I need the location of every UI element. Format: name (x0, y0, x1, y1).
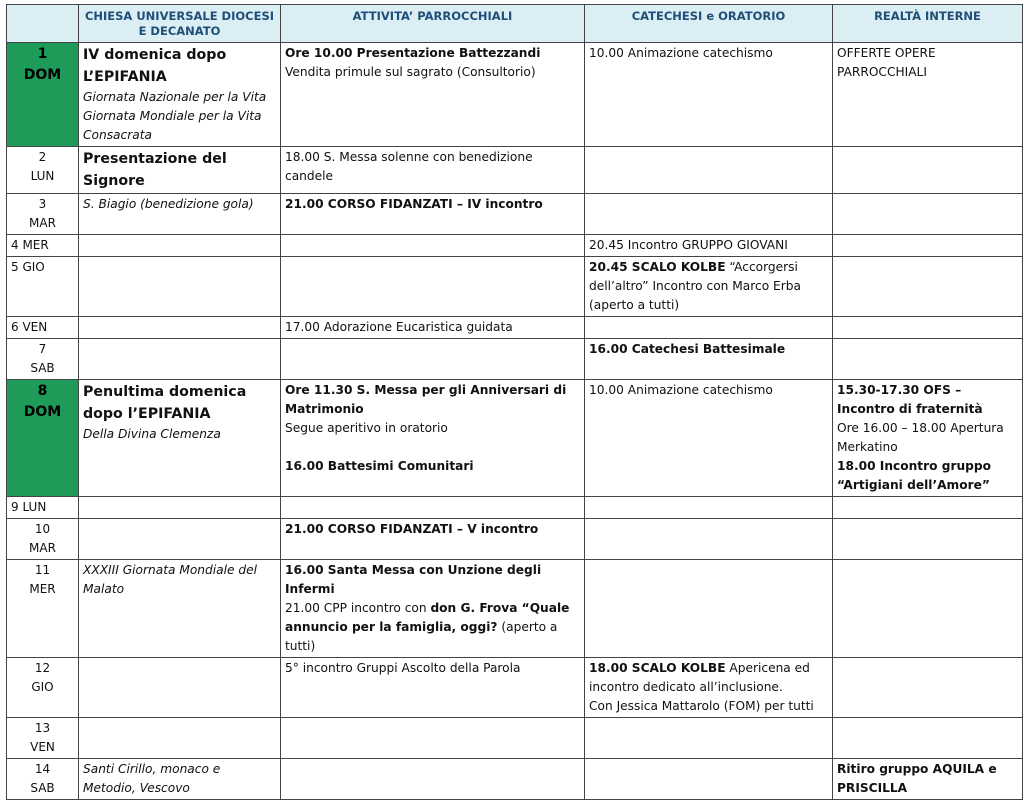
day-cell: 13 VEN (7, 718, 79, 759)
parish-cell: Ore 11.30 S. Messa per gli Anniversari di Matrimonio Segue aperitivo in oratorio 16.00 Battesimi Comunitari (281, 380, 585, 497)
catechesis-cell: 10.00 Animazione catechismo (585, 380, 833, 497)
catechesis-cell: 20.45 SCALO KOLBE “Accorgersi dell’altro” Incontro con Marco Erba (aperto a tutti) (585, 257, 833, 317)
internal-cell (833, 339, 1023, 380)
table-row (7, 658, 1023, 718)
church-cell (79, 339, 281, 380)
internal-cell (833, 317, 1023, 339)
internal-cell: OFFERTE OPERE PARROCCHIALI (833, 43, 1023, 147)
table-row (7, 147, 1023, 194)
day-cell: 3 MAR (7, 194, 79, 235)
day-cell: 8 DOM (7, 380, 79, 497)
table-row (7, 339, 1023, 380)
table-row (7, 380, 1023, 497)
feast-note: Santi Cirillo, monaco e Metodio, Vescovo (83, 762, 221, 795)
day-cell: 1 DOM (7, 43, 79, 147)
header-catechesis: CATECHESI e ORATORIO (585, 5, 833, 43)
parish-cell (281, 759, 585, 800)
parish-cell: 18.00 S. Messa solenne con benedizione candele (281, 147, 585, 194)
table-row (7, 257, 1023, 317)
header-day (7, 5, 79, 43)
internal-cell: Ritiro gruppo AQUILA e PRISCILLA (833, 759, 1023, 800)
header-parish: ATTIVITA’ PARROCCHIALI (281, 5, 585, 43)
catechesis-cell (585, 759, 833, 800)
church-cell (79, 759, 281, 800)
day-cell: 9 LUN (7, 497, 79, 519)
church-cell (79, 194, 281, 235)
catechesis-cell (585, 718, 833, 759)
table-row (7, 519, 1023, 560)
catechesis-cell (585, 519, 833, 560)
table-row (7, 317, 1023, 339)
parish-cell (281, 257, 585, 317)
table-row (7, 43, 1023, 147)
internal-cell (833, 235, 1023, 257)
day-cell: 11 MER (7, 560, 79, 658)
header-church: CHIESA UNIVERSALE DIOCESI E DECANATO (79, 5, 281, 43)
feast-note: Della Divina Clemenza (83, 427, 221, 441)
catechesis-cell: 16.00 Catechesi Battesimale (585, 339, 833, 380)
feast-title: IV domenica dopo L’EPIFANIA (83, 47, 227, 85)
table-row (7, 718, 1023, 759)
internal-cell: 15.30-17.30 OFS – Incontro di fraternità Ore 16.00 – 18.00 Apertura Merkatino 18.00 Incontro gruppo “Artigiani dell’Amore” (833, 380, 1023, 497)
parish-cell: 21.00 CORSO FIDANZATI – V incontro (281, 519, 585, 560)
feast-title: Penultima domenica dopo l’EPIFANIA (83, 384, 247, 422)
catechesis-cell: 18.00 SCALO KOLBE Apericena ed incontro dedicato all’inclusione. Con Jessica Mattarolo (FOM) per tutti (585, 658, 833, 718)
church-cell (79, 147, 281, 194)
day-cell: 12 GIO (7, 658, 79, 718)
internal-cell (833, 718, 1023, 759)
internal-cell (833, 658, 1023, 718)
catechesis-cell (585, 194, 833, 235)
catechesis-cell (585, 560, 833, 658)
church-cell (79, 257, 281, 317)
internal-cell (833, 147, 1023, 194)
catechesis-cell (585, 497, 833, 519)
church-cell (79, 658, 281, 718)
church-cell (79, 235, 281, 257)
table-row (7, 194, 1023, 235)
feast-note: Giornata Nazionale per la Vita Giornata Mondiale per la Vita Consacrata (83, 90, 267, 142)
day-cell: 4 MER (7, 235, 79, 257)
church-cell (79, 497, 281, 519)
church-cell (79, 560, 281, 658)
parish-cell: 21.00 CORSO FIDANZATI – IV incontro (281, 194, 585, 235)
table-row (7, 560, 1023, 658)
day-cell: 5 GIO (7, 257, 79, 317)
internal-cell (833, 194, 1023, 235)
feast-title: Presentazione del Signore (83, 151, 227, 189)
parish-cell: 5° incontro Gruppi Ascolto della Parola (281, 658, 585, 718)
church-cell (79, 718, 281, 759)
catechesis-cell: 10.00 Animazione catechismo (585, 43, 833, 147)
parish-cell: 16.00 Santa Messa con Unzione degli Infermi 21.00 CPP incontro con don G. Frova “Quale annuncio per la famiglia, oggi? (aperto a tutti) (281, 560, 585, 658)
catechesis-cell (585, 147, 833, 194)
church-cell (79, 317, 281, 339)
day-cell: 10 MAR (7, 519, 79, 560)
day-cell: 6 VEN (7, 317, 79, 339)
parish-cell (281, 339, 585, 380)
parish-cell (281, 497, 585, 519)
day-cell: 7 SAB (7, 339, 79, 380)
feast-note: XXXIII Giornata Mondiale del Malato (83, 563, 257, 596)
parish-calendar-table (6, 4, 1023, 800)
church-cell (79, 519, 281, 560)
day-cell: 2 LUN (7, 147, 79, 194)
catechesis-cell (585, 317, 833, 339)
parish-cell: Ore 10.00 Presentazione Battezzandi Vendita primule sul sagrato (Consultorio) (281, 43, 585, 147)
day-cell: 14 SAB (7, 759, 79, 800)
parish-cell (281, 235, 585, 257)
internal-cell (833, 519, 1023, 560)
internal-cell (833, 257, 1023, 317)
parish-cell (281, 718, 585, 759)
header-internal: REALTÀ INTERNE (833, 5, 1023, 43)
feast-note: S. Biagio (benedizione gola) (83, 197, 254, 211)
church-cell (79, 43, 281, 147)
parish-cell: 17.00 Adorazione Eucaristica guidata (281, 317, 585, 339)
internal-cell (833, 497, 1023, 519)
table-row (7, 235, 1023, 257)
internal-cell (833, 560, 1023, 658)
church-cell (79, 380, 281, 497)
header-row (7, 5, 1023, 43)
table-row (7, 759, 1023, 800)
catechesis-cell: 20.45 Incontro GRUPPO GIOVANI (585, 235, 833, 257)
table-row (7, 497, 1023, 519)
